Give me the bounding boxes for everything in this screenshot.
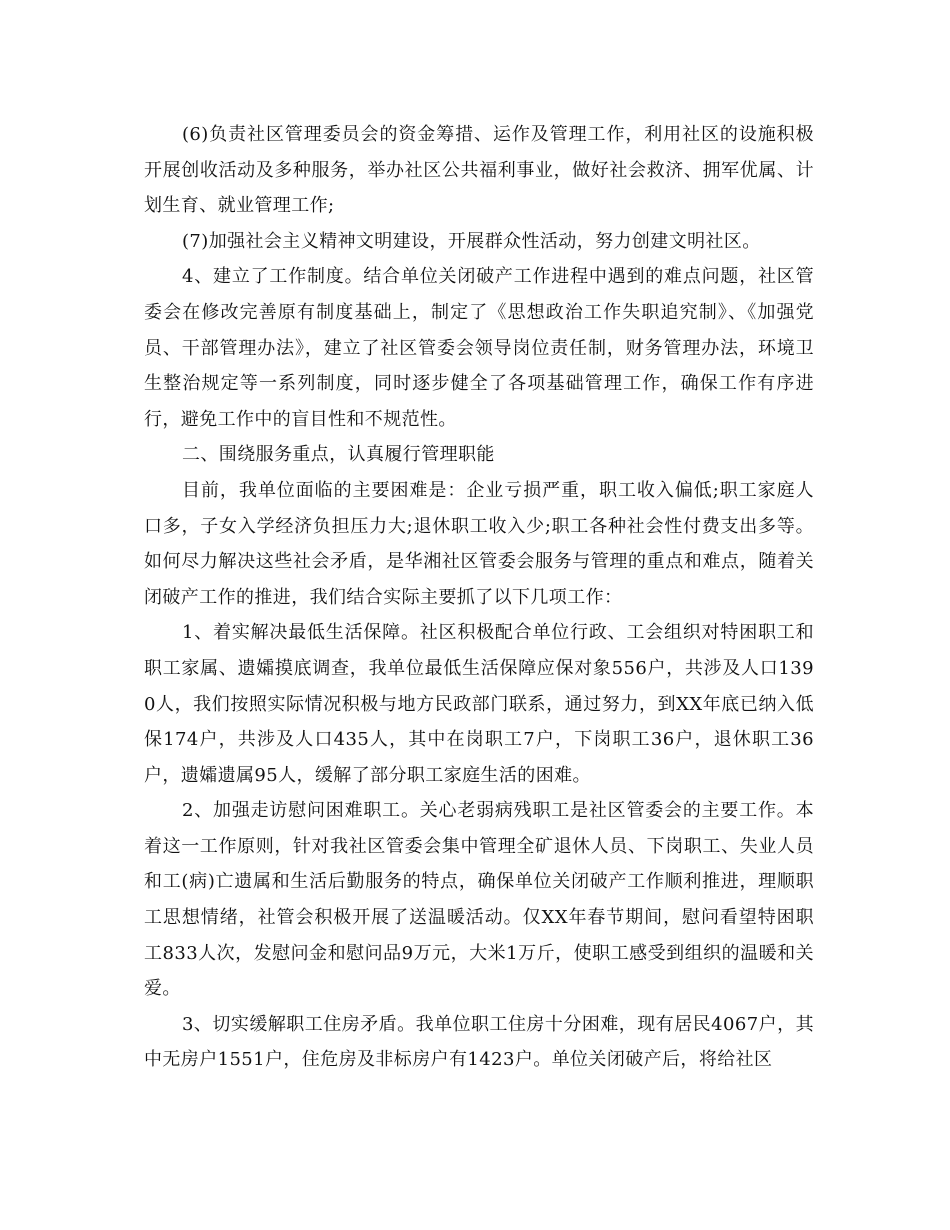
- section-heading-service-focus: 二、围绕服务重点，认真履行管理职能: [182, 444, 495, 466]
- paragraph-current-difficulties: 目前，我单位面临的主要困难是：企业亏损严重，职工收入偏低;职工家庭人口多，子女入学经济负担压力大;退休职工收入少;职工各种社会性付费支出多等。如何尽力解决这些社会矛盾，是华湘社区管委会服务与管理的重点和难点，随着关闭破产工作的推进，我们结合实际主要抓了以下几项工作：: [144, 479, 814, 608]
- paragraph-housing-relief: 3、切实缓解职工住房矛盾。我单位职工住房十分困难，现有居民4067户，其中无房户1551户，住危房及非标房户有1423户。单位关闭破产后，将给社区: [144, 1013, 814, 1071]
- paragraph-work-system: 4、建立了工作制度。结合单位关闭破产工作进程中遇到的难点问题，社区管委会在修改完善原有制度基础上，制定了《思想政治工作失职追究制》、《加强党员、干部管理办法》，建立了社区管委会领导岗位责任制，财务管理办法，环境卫生整治规定等一系列制度，同时逐步健全了各项基础管理工作，确保工作有序进行，避免工作中的盲目性和不规范性。: [144, 266, 814, 430]
- document-body: [144, 117, 814, 1078]
- paragraph-visiting-needy-workers: 2、加强走访慰问困难职工。关心老弱病残职工是社区管委会的主要工作。本着这一工作原则，针对我社区管委会集中管理全矿退休人员、下岗职工、失业人员和工(病)亡遗属和生活后勤服务的特点，确保单位关闭破产工作顺利推进，理顺职工思想情绪，社管会积极开展了送温暖活动。仅XX年春节期间，慰问看望特困职工833人次，发慰问金和慰问品9万元，大米1万斤，使职工感受到组织的温暖和关爱。: [144, 800, 814, 1000]
- paragraph-minimum-living-guarantee: 1、着实解决最低生活保障。社区积极配合单位行政、工会组织对特困职工和职工家属、遗孀摸底调查，我单位最低生活保障应保对象556户，共涉及人口1390人，我们按照实际情况积极与地方民政部门联系，通过努力，到XX年底已纳入低保174户，共涉及人口435人，其中在岗职工7户，下岗职工36户，退休职工36户，遗孀遗属95人，缓解了部分职工家庭生活的困难。: [144, 622, 814, 786]
- paragraph-item-7: (7)加强社会主义精神文明建设，开展群众性活动，努力创建文明社区。: [182, 230, 761, 252]
- paragraph-item-6: (6)负责社区管理委员会的资金筹措、运作及管理工作，利用社区的设施积极开展创收活动及多种服务，举办社区公共福利事业，做好社会救济、拥军优属、计划生育、就业管理工作;: [144, 124, 814, 217]
